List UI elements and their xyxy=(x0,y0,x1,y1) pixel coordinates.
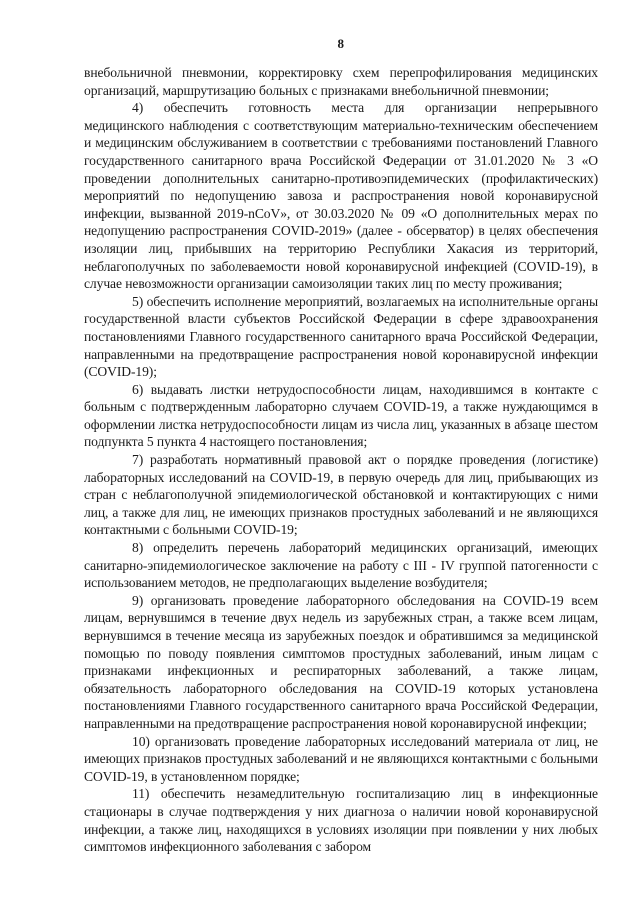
paragraph-item-4: 4) обеспечить готовность места для организации непрерывного медицинского наблюдения с соответствующим материально-техническим обеспечением и медицинским обслуживанием в соответствии с требованиями постановлений Главного государственного санитарного врача Российской Федерации от 31.01.2020 № 3 «О проведении дополнительных санитарно-противоэпидемических (профилактических) мероприятий по недопущению завоза и распространения новой коронавирусной инфекции, вызванной 2019-nCoV», от 30.03.2020 № 09 «О дополнительных мерах по недопущению распространения COVID-2019» (далее - обсерватор) в целях обеспечения изоляции лиц, прибывших на территорию Республики Хакасия из территорий, неблагополучных по заболеваемости новой коронавирусной инфекцией (COVID-19), в случае невозможности организации самоизоляции таких лиц по месту проживания; xyxy=(84,100,598,292)
paragraph-item-6: 6) выдавать листки нетрудоспособности лицам, находившимся в контакте с больным с подтвержденным лабораторно случаем COVID-19, а также нуждающимся в оформлении листка нетрудоспособности лицам из числа лиц, указанных в абзаце шестом подпункта 5 пункта 4 настоящего постановления; xyxy=(84,381,598,450)
paragraph-item-5: 5) обеспечить исполнение мероприятий, возлагаемых на исполнительные органы государственной власти субъектов Российской Федерации в сфере здравоохранения постановлениями Главного государственного санитарного врача Российской Федерации, направленными на предотвращение распространения новой коронавирусной инфекции (COVID-19); xyxy=(84,293,598,380)
paragraph-item-11: 11) обеспечить незамедлительную госпитализацию лиц в инфекционные стационары в случае подтверждения у них диагноза о наличии новой коронавирусной инфекции, а также лиц, находящихся в условиях изоляции при появлении у них любых симптомов инфекционного заболевания с забором xyxy=(84,786,598,855)
paragraph-continuation: внебольничной пневмонии, корректировку схем перепрофилирования медицинских организаций, маршрутизацию больных с признаками внебольничной пневмонии; xyxy=(84,65,598,98)
page-number: 8 xyxy=(337,36,345,51)
paragraph-item-9: 9) организовать проведение лабораторного обследования на COVID-19 всем лицам, вернувшимся в течение двух недель из зарубежных стран, а также всем лицам, вернувшимся в течение месяца из зарубежных поездок и обратившимся за медицинской помощью по поводу появления симптомов простудных заболеваний, иным лицам с признаками инфекционных и респираторных заболеваний, а также лицам, обязательность лабораторного обследования на COVID-19 которых установлена постановлениями Главного государственного санитарного врача Российской Федерации, направленными на предотвращение распространения новой коронавирусной инфекции; xyxy=(84,592,598,731)
paragraph-item-8: 8) определить перечень лабораторий медицинских организаций, имеющих санитарно-эпидемиологическое заключение на работу с III - IV группой патогенности с использованием методов, не предполагающих выделение возбудителя; xyxy=(84,540,598,591)
document-body xyxy=(84,64,598,856)
paragraph-item-7: 7) разработать нормативный правовой акт о порядке проведения (логистике) лабораторных исследований на COVID-19, в первую очередь для лиц, прибывающих из стран с неблагополучной эпидемиологической обстановкой и контактирующих с ними лиц, а также для лиц, не имеющих признаков простудных заболеваний и не являющихся контактными с больными COVID-19; xyxy=(84,452,598,538)
paragraph-item-10: 10) организовать проведение лабораторных исследований материала от лиц, не имеющих признаков простудных заболеваний и не являющихся контактными с больными COVID-19, в установленном порядке; xyxy=(84,733,598,784)
